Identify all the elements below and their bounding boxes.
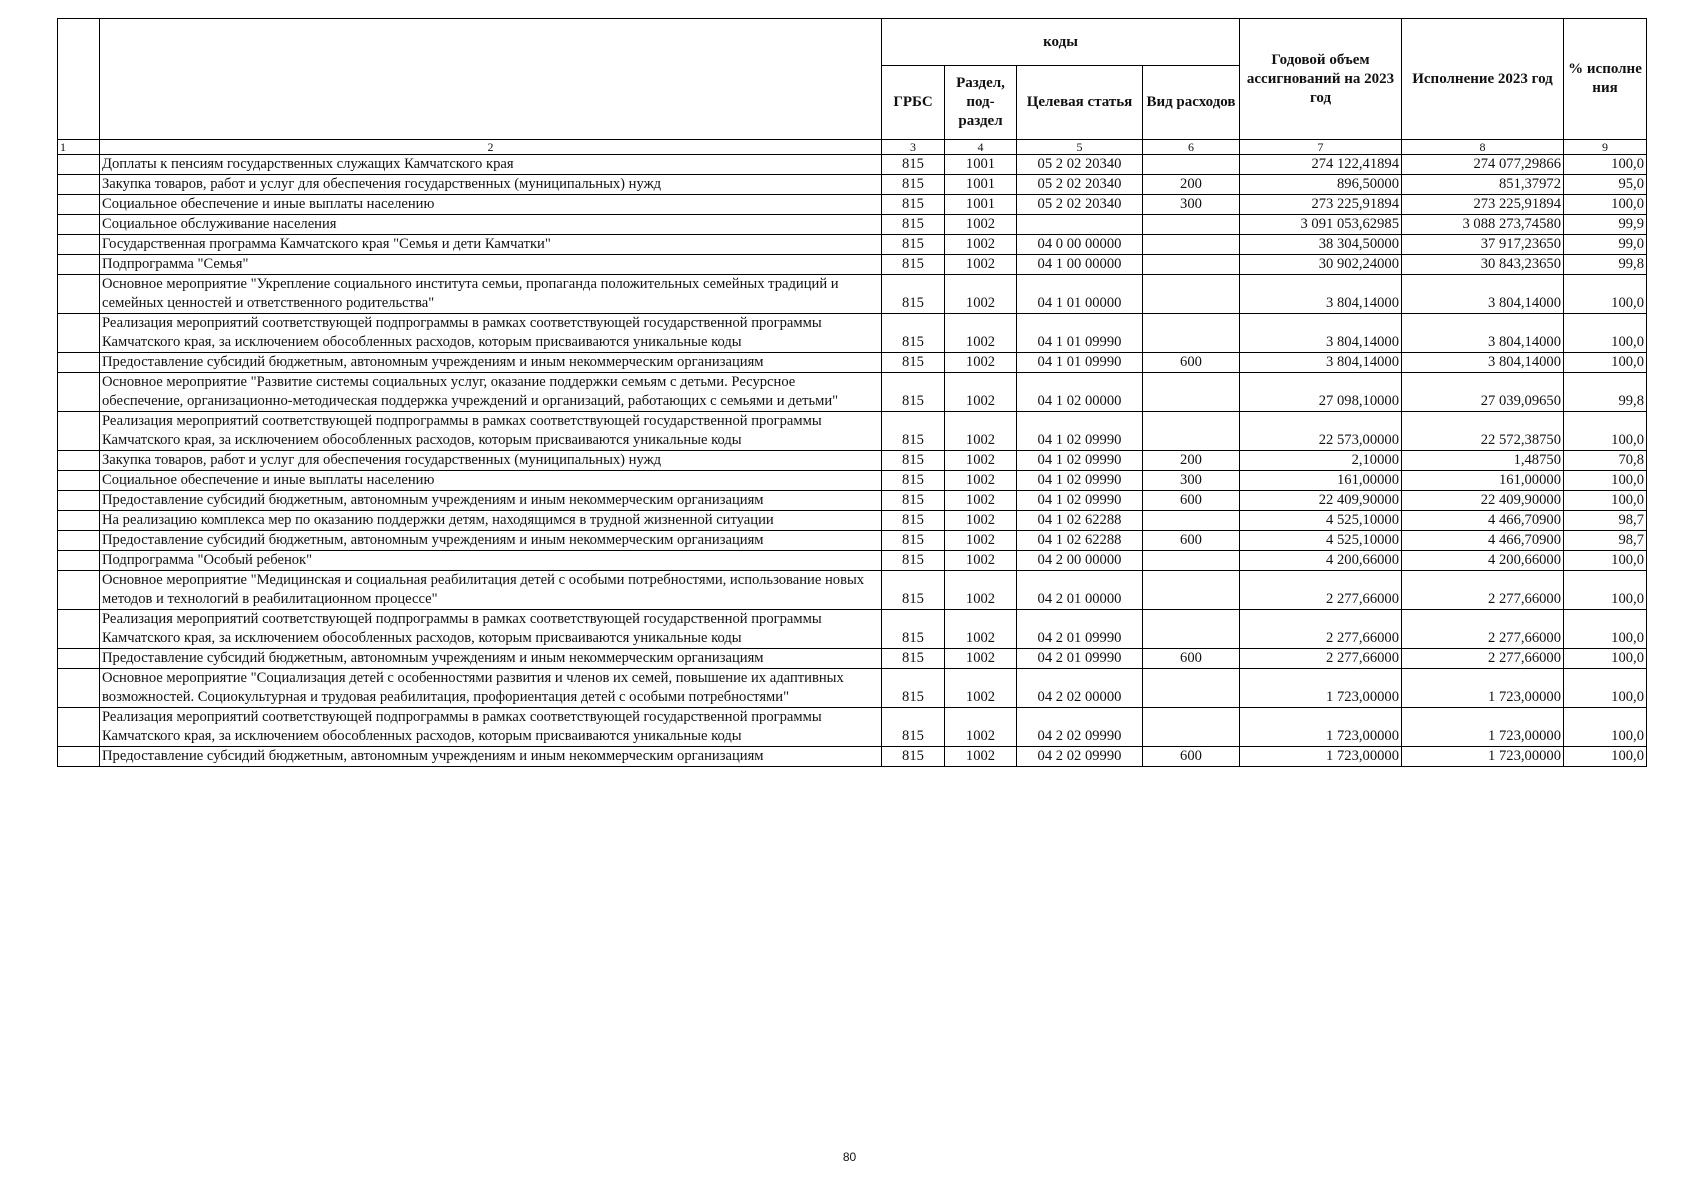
item-name: Закупка товаров, работ и услуг для обеспечения государственных (муниципальных) нужд	[100, 175, 882, 195]
table-row	[58, 235, 1647, 255]
header-execution: Исполнение 2023 год	[1402, 19, 1564, 140]
column-number: 5	[1017, 140, 1143, 155]
execution-amount: 1 723,00000	[1402, 747, 1564, 767]
expense-type-code	[1143, 412, 1240, 451]
item-name: Основное мероприятие "Развитие системы социальных услуг, оказание поддержки семьям с детьми. Ресурсное обеспечение, организационно-методическая поддержка учреждений и организаций, работающих с семьями и детьми"	[100, 373, 882, 412]
grbs-code: 815	[882, 571, 945, 610]
section-code: 1002	[945, 235, 1017, 255]
target-code: 04 1 02 09990	[1017, 491, 1143, 511]
table-row	[58, 314, 1647, 353]
section-code: 1002	[945, 511, 1017, 531]
table-row	[58, 175, 1647, 195]
section-code: 1002	[945, 491, 1017, 511]
execution-amount: 37 917,23650	[1402, 235, 1564, 255]
row-index-cell	[58, 747, 100, 767]
grbs-code: 815	[882, 155, 945, 175]
item-name: Основное мероприятие "Социализация детей с особенностями развития и членов их семей, повышение их адаптивных возможностей. Социокультурная и трудовая реабилитация, профориентация детей с особыми потребностями"	[100, 669, 882, 708]
section-code: 1002	[945, 708, 1017, 747]
execution-amount: 1,48750	[1402, 451, 1564, 471]
column-number: 1	[58, 140, 100, 155]
expense-type-code: 300	[1143, 471, 1240, 491]
item-name: Основное мероприятие "Медицинская и социальная реабилитация детей с особыми потребностями, использование новых методов и технологий в реабилитационном процессе"	[100, 571, 882, 610]
annual-amount: 161,00000	[1240, 471, 1402, 491]
execution-percent: 99,0	[1564, 235, 1647, 255]
item-name: Социальное обеспечение и иные выплаты населению	[100, 471, 882, 491]
item-name: Реализация мероприятий соответствующей подпрограммы в рамках соответствующей государственной программы Камчатского края, за исключением обособленных расходов, которым присваиваются уникальные коды	[100, 708, 882, 747]
execution-percent: 100,0	[1564, 412, 1647, 451]
section-code: 1001	[945, 155, 1017, 175]
execution-amount: 30 843,23650	[1402, 255, 1564, 275]
annual-amount: 4 525,10000	[1240, 531, 1402, 551]
column-number: 9	[1564, 140, 1647, 155]
target-code: 04 1 01 09990	[1017, 353, 1143, 373]
annual-amount: 3 804,14000	[1240, 314, 1402, 353]
grbs-code: 815	[882, 195, 945, 215]
grbs-code: 815	[882, 314, 945, 353]
item-name: Подпрограмма "Особый ребенок"	[100, 551, 882, 571]
section-code: 1002	[945, 471, 1017, 491]
table-row	[58, 531, 1647, 551]
annual-amount: 22 573,00000	[1240, 412, 1402, 451]
table-row	[58, 471, 1647, 491]
item-name: Предоставление субсидий бюджетным, автономным учреждениям и иным некоммерческим организациям	[100, 747, 882, 767]
table-row	[58, 551, 1647, 571]
expense-type-code: 600	[1143, 491, 1240, 511]
item-name: Государственная программа Камчатского края "Семья и дети Камчатки"	[100, 235, 882, 255]
grbs-code: 815	[882, 649, 945, 669]
grbs-code: 815	[882, 551, 945, 571]
item-name: Реализация мероприятий соответствующей подпрограммы в рамках соответствующей государственной программы Камчатского края, за исключением обособленных расходов, которым присваиваются уникальные коды	[100, 610, 882, 649]
section-code: 1002	[945, 353, 1017, 373]
expense-type-code: 300	[1143, 195, 1240, 215]
table-row	[58, 353, 1647, 373]
row-index-cell	[58, 571, 100, 610]
section-code: 1002	[945, 314, 1017, 353]
annual-amount: 4 525,10000	[1240, 511, 1402, 531]
row-index-cell	[58, 195, 100, 215]
expense-type-code	[1143, 511, 1240, 531]
row-index-cell	[58, 471, 100, 491]
execution-percent: 95,0	[1564, 175, 1647, 195]
section-code: 1002	[945, 531, 1017, 551]
item-name: Предоставление субсидий бюджетным, автономным учреждениям и иным некоммерческим организациям	[100, 649, 882, 669]
row-index-cell	[58, 511, 100, 531]
header-codes: коды	[882, 19, 1240, 66]
column-number: 7	[1240, 140, 1402, 155]
expense-type-code: 200	[1143, 451, 1240, 471]
execution-amount: 273 225,91894	[1402, 195, 1564, 215]
section-code: 1002	[945, 451, 1017, 471]
execution-percent: 100,0	[1564, 491, 1647, 511]
target-code: 04 1 02 62288	[1017, 531, 1143, 551]
table-row	[58, 155, 1647, 175]
table-row	[58, 571, 1647, 610]
execution-amount: 27 039,09650	[1402, 373, 1564, 412]
row-index-cell	[58, 215, 100, 235]
grbs-code: 815	[882, 175, 945, 195]
execution-percent: 100,0	[1564, 747, 1647, 767]
annual-amount: 22 409,90000	[1240, 491, 1402, 511]
row-index-cell	[58, 531, 100, 551]
table-row	[58, 610, 1647, 649]
expense-type-code	[1143, 275, 1240, 314]
table-row	[58, 275, 1647, 314]
item-name: Реализация мероприятий соответствующей подпрограммы в рамках соответствующей государственной программы Камчатского края, за исключением обособленных расходов, которым присваиваются уникальные коды	[100, 314, 882, 353]
section-code: 1002	[945, 747, 1017, 767]
section-code: 1002	[945, 610, 1017, 649]
section-code: 1002	[945, 571, 1017, 610]
annual-amount: 2 277,66000	[1240, 571, 1402, 610]
annual-amount: 38 304,50000	[1240, 235, 1402, 255]
row-index-cell	[58, 708, 100, 747]
execution-amount: 1 723,00000	[1402, 669, 1564, 708]
target-code: 05 2 02 20340	[1017, 155, 1143, 175]
target-code: 04 2 02 09990	[1017, 747, 1143, 767]
execution-percent: 100,0	[1564, 471, 1647, 491]
target-code: 05 2 02 20340	[1017, 195, 1143, 215]
row-index-cell	[58, 155, 100, 175]
execution-percent: 99,8	[1564, 255, 1647, 275]
execution-amount: 274 077,29866	[1402, 155, 1564, 175]
execution-percent: 99,9	[1564, 215, 1647, 235]
expense-type-code	[1143, 708, 1240, 747]
table-row	[58, 255, 1647, 275]
grbs-code: 815	[882, 373, 945, 412]
execution-amount: 161,00000	[1402, 471, 1564, 491]
item-name: Доплаты к пенсиям государственных служащих Камчатского края	[100, 155, 882, 175]
target-code: 04 2 02 00000	[1017, 669, 1143, 708]
execution-percent: 100,0	[1564, 649, 1647, 669]
grbs-code: 815	[882, 511, 945, 531]
target-code: 04 1 01 09990	[1017, 314, 1143, 353]
execution-amount: 3 804,14000	[1402, 353, 1564, 373]
grbs-code: 815	[882, 412, 945, 451]
target-code: 04 1 02 09990	[1017, 412, 1143, 451]
table-row	[58, 412, 1647, 451]
grbs-code: 815	[882, 451, 945, 471]
execution-percent: 100,0	[1564, 275, 1647, 314]
column-number: 3	[882, 140, 945, 155]
header-name-cell	[100, 19, 882, 140]
execution-amount: 2 277,66000	[1402, 610, 1564, 649]
annual-amount: 1 723,00000	[1240, 669, 1402, 708]
header-grbs: ГРБС	[882, 66, 945, 140]
execution-amount: 3 804,14000	[1402, 275, 1564, 314]
section-code: 1002	[945, 649, 1017, 669]
target-code: 05 2 02 20340	[1017, 175, 1143, 195]
item-name: Подпрограмма "Семья"	[100, 255, 882, 275]
annual-amount: 2 277,66000	[1240, 649, 1402, 669]
grbs-code: 815	[882, 708, 945, 747]
column-number-row	[58, 140, 1647, 155]
section-code: 1002	[945, 255, 1017, 275]
item-name: Социальное обслуживание населения	[100, 215, 882, 235]
row-index-cell	[58, 551, 100, 571]
annual-amount: 3 804,14000	[1240, 275, 1402, 314]
header-section: Раздел, под-раздел	[945, 66, 1017, 140]
row-index-cell	[58, 175, 100, 195]
column-number: 4	[945, 140, 1017, 155]
section-code: 1002	[945, 275, 1017, 314]
execution-amount: 1 723,00000	[1402, 708, 1564, 747]
execution-percent: 98,7	[1564, 511, 1647, 531]
annual-amount: 30 902,24000	[1240, 255, 1402, 275]
budget-execution-table	[57, 18, 1647, 767]
expense-type-code	[1143, 373, 1240, 412]
grbs-code: 815	[882, 275, 945, 314]
item-name: Закупка товаров, работ и услуг для обеспечения государственных (муниципальных) нужд	[100, 451, 882, 471]
row-index-cell	[58, 353, 100, 373]
target-code	[1017, 215, 1143, 235]
section-code: 1002	[945, 373, 1017, 412]
row-index-cell	[58, 451, 100, 471]
row-index-cell	[58, 491, 100, 511]
annual-amount: 3 804,14000	[1240, 353, 1402, 373]
expense-type-code	[1143, 255, 1240, 275]
header-target: Целевая статья	[1017, 66, 1143, 140]
expense-type-code	[1143, 314, 1240, 353]
item-name: На реализацию комплекса мер по оказанию поддержки детям, находящимся в трудной жизненной ситуации	[100, 511, 882, 531]
grbs-code: 815	[882, 491, 945, 511]
execution-percent: 100,0	[1564, 610, 1647, 649]
expense-type-code: 200	[1143, 175, 1240, 195]
row-index-cell	[58, 314, 100, 353]
execution-amount: 22 409,90000	[1402, 491, 1564, 511]
header-annual: Годовой объем ассигнований на 2023 год	[1240, 19, 1402, 140]
table-body	[58, 155, 1647, 767]
execution-percent: 100,0	[1564, 155, 1647, 175]
header-expense-type: Вид расходов	[1143, 66, 1240, 140]
row-index-cell	[58, 255, 100, 275]
item-name: Предоставление субсидий бюджетным, автономным учреждениям и иным некоммерческим организациям	[100, 491, 882, 511]
expense-type-code	[1143, 155, 1240, 175]
item-name: Предоставление субсидий бюджетным, автономным учреждениям и иным некоммерческим организациям	[100, 353, 882, 373]
table-row	[58, 451, 1647, 471]
annual-amount: 1 723,00000	[1240, 747, 1402, 767]
annual-amount: 896,50000	[1240, 175, 1402, 195]
target-code: 04 1 02 00000	[1017, 373, 1143, 412]
table-row	[58, 215, 1647, 235]
execution-amount: 3 088 273,74580	[1402, 215, 1564, 235]
row-index-cell	[58, 235, 100, 255]
grbs-code: 815	[882, 531, 945, 551]
grbs-code: 815	[882, 215, 945, 235]
expense-type-code: 600	[1143, 747, 1240, 767]
execution-amount: 4 200,66000	[1402, 551, 1564, 571]
target-code: 04 1 00 00000	[1017, 255, 1143, 275]
execution-percent: 100,0	[1564, 669, 1647, 708]
row-index-cell	[58, 275, 100, 314]
section-code: 1001	[945, 175, 1017, 195]
execution-percent: 100,0	[1564, 571, 1647, 610]
grbs-code: 815	[882, 669, 945, 708]
row-index-cell	[58, 412, 100, 451]
execution-amount: 22 572,38750	[1402, 412, 1564, 451]
item-name: Реализация мероприятий соответствующей подпрограммы в рамках соответствующей государственной программы Камчатского края, за исключением обособленных расходов, которым присваиваются уникальные коды	[100, 412, 882, 451]
execution-percent: 70,8	[1564, 451, 1647, 471]
item-name: Основное мероприятие "Укрепление социального института семьи, пропаганда положительных семейных традиций и семейных ценностей и ответственного родительства"	[100, 275, 882, 314]
target-code: 04 2 01 09990	[1017, 610, 1143, 649]
grbs-code: 815	[882, 255, 945, 275]
target-code: 04 2 00 00000	[1017, 551, 1143, 571]
table-row	[58, 511, 1647, 531]
page-number: 80	[842, 1150, 857, 1164]
execution-percent: 100,0	[1564, 314, 1647, 353]
section-code: 1002	[945, 551, 1017, 571]
target-code: 04 1 02 09990	[1017, 451, 1143, 471]
section-code: 1002	[945, 412, 1017, 451]
target-code: 04 2 01 09990	[1017, 649, 1143, 669]
header-percent: % исполне ния	[1564, 19, 1647, 140]
execution-amount: 2 277,66000	[1402, 571, 1564, 610]
execution-amount: 4 466,70900	[1402, 511, 1564, 531]
expense-type-code	[1143, 215, 1240, 235]
target-code: 04 1 02 09990	[1017, 471, 1143, 491]
expense-type-code	[1143, 610, 1240, 649]
execution-percent: 100,0	[1564, 353, 1647, 373]
execution-amount: 3 804,14000	[1402, 314, 1564, 353]
expense-type-code: 600	[1143, 531, 1240, 551]
column-number: 6	[1143, 140, 1240, 155]
target-code: 04 2 02 09990	[1017, 708, 1143, 747]
table-row	[58, 649, 1647, 669]
annual-amount: 27 098,10000	[1240, 373, 1402, 412]
grbs-code: 815	[882, 471, 945, 491]
expense-type-code: 600	[1143, 649, 1240, 669]
table-row	[58, 373, 1647, 412]
item-name: Предоставление субсидий бюджетным, автономным учреждениям и иным некоммерческим организациям	[100, 531, 882, 551]
target-code: 04 0 00 00000	[1017, 235, 1143, 255]
table-row	[58, 708, 1647, 747]
execution-percent: 100,0	[1564, 551, 1647, 571]
grbs-code: 815	[882, 353, 945, 373]
annual-amount: 3 091 053,62985	[1240, 215, 1402, 235]
annual-amount: 274 122,41894	[1240, 155, 1402, 175]
row-index-cell	[58, 649, 100, 669]
execution-amount: 4 466,70900	[1402, 531, 1564, 551]
expense-type-code	[1143, 669, 1240, 708]
expense-type-code	[1143, 571, 1240, 610]
row-index-cell	[58, 610, 100, 649]
execution-percent: 99,8	[1564, 373, 1647, 412]
execution-amount: 2 277,66000	[1402, 649, 1564, 669]
table-row	[58, 491, 1647, 511]
expense-type-code: 600	[1143, 353, 1240, 373]
target-code: 04 1 01 00000	[1017, 275, 1143, 314]
annual-amount: 273 225,91894	[1240, 195, 1402, 215]
execution-percent: 98,7	[1564, 531, 1647, 551]
expense-type-code	[1143, 551, 1240, 571]
row-index-cell	[58, 373, 100, 412]
annual-amount: 2,10000	[1240, 451, 1402, 471]
annual-amount: 4 200,66000	[1240, 551, 1402, 571]
section-code: 1002	[945, 215, 1017, 235]
target-code: 04 1 02 62288	[1017, 511, 1143, 531]
execution-percent: 100,0	[1564, 708, 1647, 747]
section-code: 1002	[945, 669, 1017, 708]
table-row	[58, 747, 1647, 767]
expense-type-code	[1143, 235, 1240, 255]
table-header	[58, 19, 1647, 155]
table-row	[58, 195, 1647, 215]
annual-amount: 2 277,66000	[1240, 610, 1402, 649]
grbs-code: 815	[882, 747, 945, 767]
grbs-code: 815	[882, 235, 945, 255]
execution-percent: 100,0	[1564, 195, 1647, 215]
section-code: 1001	[945, 195, 1017, 215]
row-index-cell	[58, 669, 100, 708]
table-row	[58, 669, 1647, 708]
target-code: 04 2 01 00000	[1017, 571, 1143, 610]
grbs-code: 815	[882, 610, 945, 649]
column-number: 2	[100, 140, 882, 155]
item-name: Социальное обеспечение и иные выплаты населению	[100, 195, 882, 215]
header-index-cell	[58, 19, 100, 140]
execution-amount: 851,37972	[1402, 175, 1564, 195]
annual-amount: 1 723,00000	[1240, 708, 1402, 747]
column-number: 8	[1402, 140, 1564, 155]
